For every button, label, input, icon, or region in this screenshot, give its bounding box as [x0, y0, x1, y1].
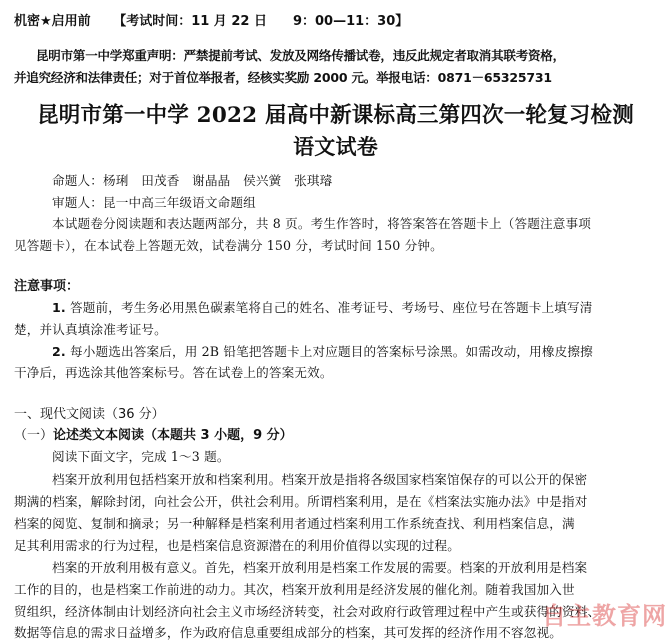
exam-time: 【考试时间：11 月 22 日 9：00—11：30】 [113, 14, 409, 29]
note-item-2-text: 每小题选出答案后，用 2B 铅笔把答题卡上对应题目的答案标号涂黑。如需改动，用橡皮擦擦 [70, 344, 593, 359]
note-item-1-num: 1. [52, 300, 66, 315]
secret-label: 机密★启用前 [14, 14, 91, 29]
notice-line-2: 并追究经济和法律责任；对于首位举报者，经核实奖励 2000 元。举报电话：0871－65325731 [14, 70, 552, 85]
reading-instruction: 阅读下面文字，完成 1～3 题。 [52, 449, 230, 464]
authors-line: 命题人：杨琍 田茂香 谢晶晶 侯兴黉 张琪璿 [52, 173, 333, 188]
subsection-heading [14, 424, 293, 443]
subsection-prefix: （一） [14, 428, 54, 443]
section-heading: 一、现代文阅读（36 分） [14, 407, 165, 422]
passage-p1-line-2: 期满的档案，解除封闭，向社会公开，供社会利用。所谓档案利用，是在《档案法实施办法》中是指对 [14, 494, 588, 509]
note-item-2 [52, 341, 593, 360]
note-item-1 [52, 297, 593, 316]
watermark-logo: 自主教育网 [542, 602, 667, 630]
passage-p2-line-1: 档案的开放利用极有意义。首先，档案开放利用是档案工作发展的需要。档案的开放利用是档案 [52, 560, 588, 575]
note-item-1-cont: 楚，并认真填涂准考证号。 [14, 322, 167, 337]
note-item-2-cont: 干净后，再选涂其他答案标号。答在试卷上的答案无效。 [14, 365, 333, 380]
passage-p2-line-4: 数据等信息的需求日益增多，作为政府信息重要组成部分的档案，其可发挥的经济作用不容忽视。 [14, 625, 562, 640]
page-subtitle: 语文试卷 [293, 134, 378, 159]
reviewers-line: 审题人：昆一中高三年级语文命题组 [52, 195, 256, 210]
passage-p1-line-3: 档案的阅览、复制和摘录；另一种解释是档案利用者通过档案利用工作系统查找、利用档案信息，满 [14, 516, 575, 531]
passage-p2-line-2: 工作的目的，也是档案工作前进的动力。其次，档案开放利用是经济发展的催化剂。随着我国加入世 [14, 582, 575, 597]
page-title: 昆明市第一中学 2022 届高中新课标高三第四次一轮复习检测 [37, 103, 634, 128]
passage-p1-line-1: 档案开放利用包括档案开放和档案利用。档案开放是指将各级国家档案馆保存的可以公开的保密 [52, 472, 588, 487]
exam-header [14, 10, 408, 29]
intro-line-1: 本试题卷分阅读题和表达题两部分，共 8 页。考生作答时，将答案答在答题卡上（答题注意事项 [52, 216, 591, 231]
notice-line-1: 昆明市第一中学郑重声明：严禁提前考试、发放及网络传播试卷，违反此规定者取消其联考资格， [36, 48, 565, 63]
note-item-1-text: 答题前，考生务必用黑色碳素笔将自己的姓名、准考证号、考场号、座位号在答题卡上填写清 [70, 300, 593, 315]
note-item-2-num: 2. [52, 344, 66, 359]
notes-heading: 注意事项： [14, 279, 80, 294]
passage-p1-line-4: 足其利用需求的行为过程，也是档案信息资源潜在的利用价值得以实现的过程。 [14, 538, 461, 553]
intro-line-2: 见答题卡），在本试卷上答题无效，试卷满分 150 分，考试时间 150 分钟。 [14, 238, 443, 253]
passage-p2-line-3: 贸组织，经济体制由计划经济向社会主义市场经济转变，社会对政府行政管理过程中产生或获得的资料、 [14, 604, 601, 619]
subsection-title: 论述类文本阅读（本题共 3 小题，9 分） [53, 428, 293, 443]
